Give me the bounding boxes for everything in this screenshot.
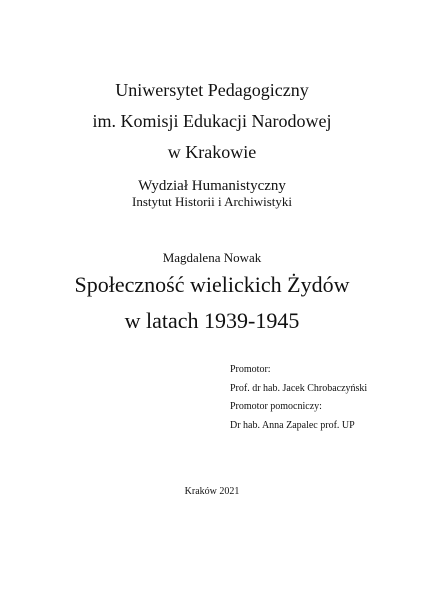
author-name: Magdalena Nowak <box>162 250 262 265</box>
place-and-year: Kraków 2021 <box>184 486 240 497</box>
assistant-promoter-label: Promotor pomocniczy: <box>230 401 322 412</box>
institute-name: Instytut Historii i Archiwistyki <box>132 194 292 209</box>
university-name-line-1: Uniwersytet Pedagogiczny <box>115 80 309 100</box>
university-name-line-3: w Krakowie <box>167 142 257 162</box>
thesis-title-line-2: w latach 1939-1945 <box>124 308 300 333</box>
faculty-name: Wydział Humanistyczny <box>138 178 286 194</box>
thesis-title-line-1: Społeczność wielickich Żydów <box>74 272 350 297</box>
promoter-label: Promotor: <box>230 364 271 375</box>
university-name-line-2: im. Komisji Edukacji Narodowej <box>92 111 332 131</box>
promoter-name: Prof. dr hab. Jacek Chrobaczyński <box>230 383 368 394</box>
assistant-promoter-name: Dr hab. Anna Zapalec prof. UP <box>230 420 355 431</box>
